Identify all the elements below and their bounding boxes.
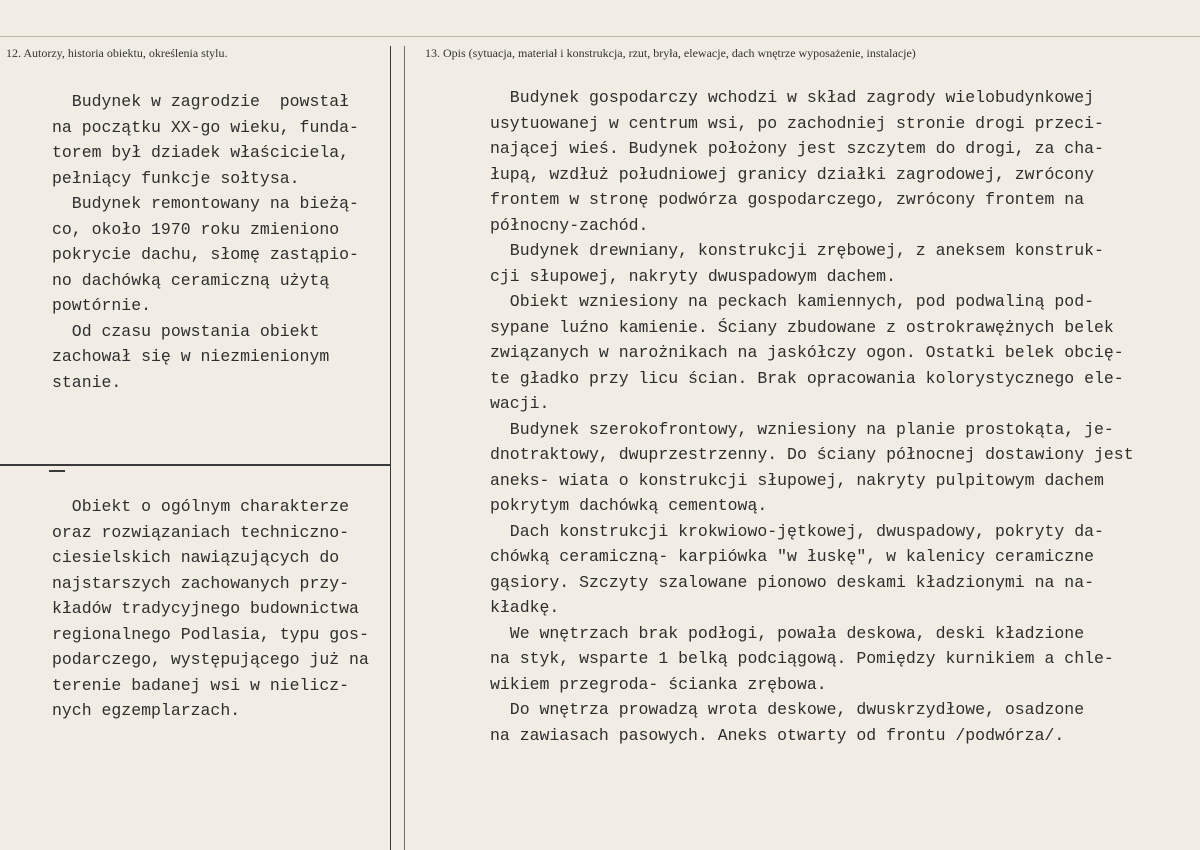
text-line: Od czasu powstania obiekt (52, 321, 320, 341)
text-line: cji słupowej, nakryty dwuspadowym dachem. (490, 266, 896, 286)
text-line: powtórnie. (52, 296, 152, 315)
text-line: stanie. (52, 372, 122, 392)
text-line: Obiekt wzniesiony na peckach kamiennych, pod podwaliną pod- (490, 292, 1094, 311)
text-line: nych egzemplarzach. (52, 701, 241, 720)
text-line: dnotraktowy, dwuprzestrzenny. Do ściany północnej dostawiony jest (490, 445, 1134, 464)
section-13-header: 13. Opis (sytuacja, materiał i konstrukcja, rzut, bryła, elewacje, dach wnętrze wyposażenie, instalacje) (425, 46, 916, 60)
text-line: chówką ceramiczną- karpiówka "w łuskę", w kalenicy ceramiczne (490, 547, 1094, 566)
text-line: We wnętrzach brak podłogi, powała deskowa, deski kładzione (490, 623, 1085, 643)
text-line: związanych w narożnikach na jaskółczy ogon. Ostatki belek obcię- (490, 343, 1124, 362)
text-line: nającej wieś. Budynek położony jest szczytem do drogi, za cha- (490, 139, 1104, 158)
text-line: zachował się w niezmienionym (52, 347, 330, 366)
text-line: regionalnego Podlasia, typu gos- (52, 624, 369, 644)
section-12-header: 12. Autorzy, historia obiektu, określenia stylu. (6, 46, 228, 60)
text-line: Obiekt o ogólnym charakterze (52, 497, 350, 516)
text-line: pokrycie dachu, słomę zastąpio- (52, 245, 359, 264)
text-line: terenie badanej wsi w nielicz- (52, 675, 350, 695)
text-line: torem był dziadek właściciela, (52, 143, 350, 162)
column-divider-left (390, 46, 391, 850)
text-line: pokrytym dachówką cementową. (490, 496, 768, 515)
text-line: oraz rozwiązaniach techniczno- (52, 522, 350, 542)
text-line: wacji. (490, 394, 550, 413)
text-line: no dachówką ceramiczną użytą (52, 270, 330, 290)
text-line: sypane luźno kamienie. Ściany zbudowane z ostrokrawężnych belek (490, 317, 1114, 337)
text-line: kładkę. (490, 598, 560, 617)
text-line: aneks- wiata o konstrukcji słupowej, nakryty pulpitowym dachem (490, 470, 1104, 490)
description-text (490, 85, 1134, 748)
text-line: pełniący funkcje sołtysa. (52, 168, 300, 188)
text-line: Do wnętrza prowadzą wrota deskowe, dwuskrzydłowe, osadzone (490, 700, 1085, 719)
text-line: Budynek remontowany na bieżą- (52, 194, 359, 213)
text-line: Budynek szerokofrontowy, wzniesiony na planie prostokąta, je- (490, 419, 1114, 439)
text-line: północny-zachód. (490, 215, 649, 235)
text-line: ciesielskich nawiązujących do (52, 548, 340, 567)
text-line: Budynek drewniany, konstrukcji zrębowej, z aneksem konstruk- (490, 241, 1104, 260)
text-line: najstarszych zachowanych przy- (52, 573, 350, 593)
text-line: usytuowanej w centrum wsi, po zachodniej stronie drogi przeci- (490, 113, 1104, 133)
text-line: łupą, wzdłuż południowej granicy działki zagrodowej, zwrócony (490, 164, 1094, 184)
text-line: na początku XX-go wieku, funda- (52, 117, 359, 137)
text-line: na zawiasach pasowych. Aneks otwarty od frontu /podwórza/. (490, 725, 1065, 745)
section-divider-mark (49, 470, 65, 472)
text-line: kładów tradycyjnego budownictwa (52, 599, 359, 618)
text-line: gąsiory. Szczyty szalowane pionowo deskami kładzionymi na na- (490, 572, 1094, 592)
text-line: Budynek gospodarczy wchodzi w skład zagrody wielobudynkowej (490, 88, 1094, 107)
text-line: na styk, wsparte 1 belką podciągową. Pomiędzy kurnikiem a chle- (490, 649, 1114, 668)
section-divider (0, 464, 391, 466)
text-line: co, około 1970 roku zmieniono (52, 219, 340, 239)
text-line: frontem w stronę podwórza gospodarczego, zwrócony frontem na (490, 190, 1085, 209)
text-line: Dach konstrukcji krokwiowo-jętkowej, dwuspadowy, pokryty da- (490, 521, 1104, 541)
authors-history-text (52, 89, 359, 395)
text-line: wikiem przegroda- ścianka zrębowa. (490, 674, 827, 694)
text-line: Budynek w zagrodzie powstał (52, 92, 350, 111)
text-line: podarczego, występującego już na (52, 650, 369, 669)
column-divider-right (404, 46, 405, 850)
text-line: te gładko przy licu ścian. Brak opracowania kolorystycznego ele- (490, 368, 1124, 388)
characteristics-text (52, 494, 369, 724)
top-border (0, 36, 1200, 37)
